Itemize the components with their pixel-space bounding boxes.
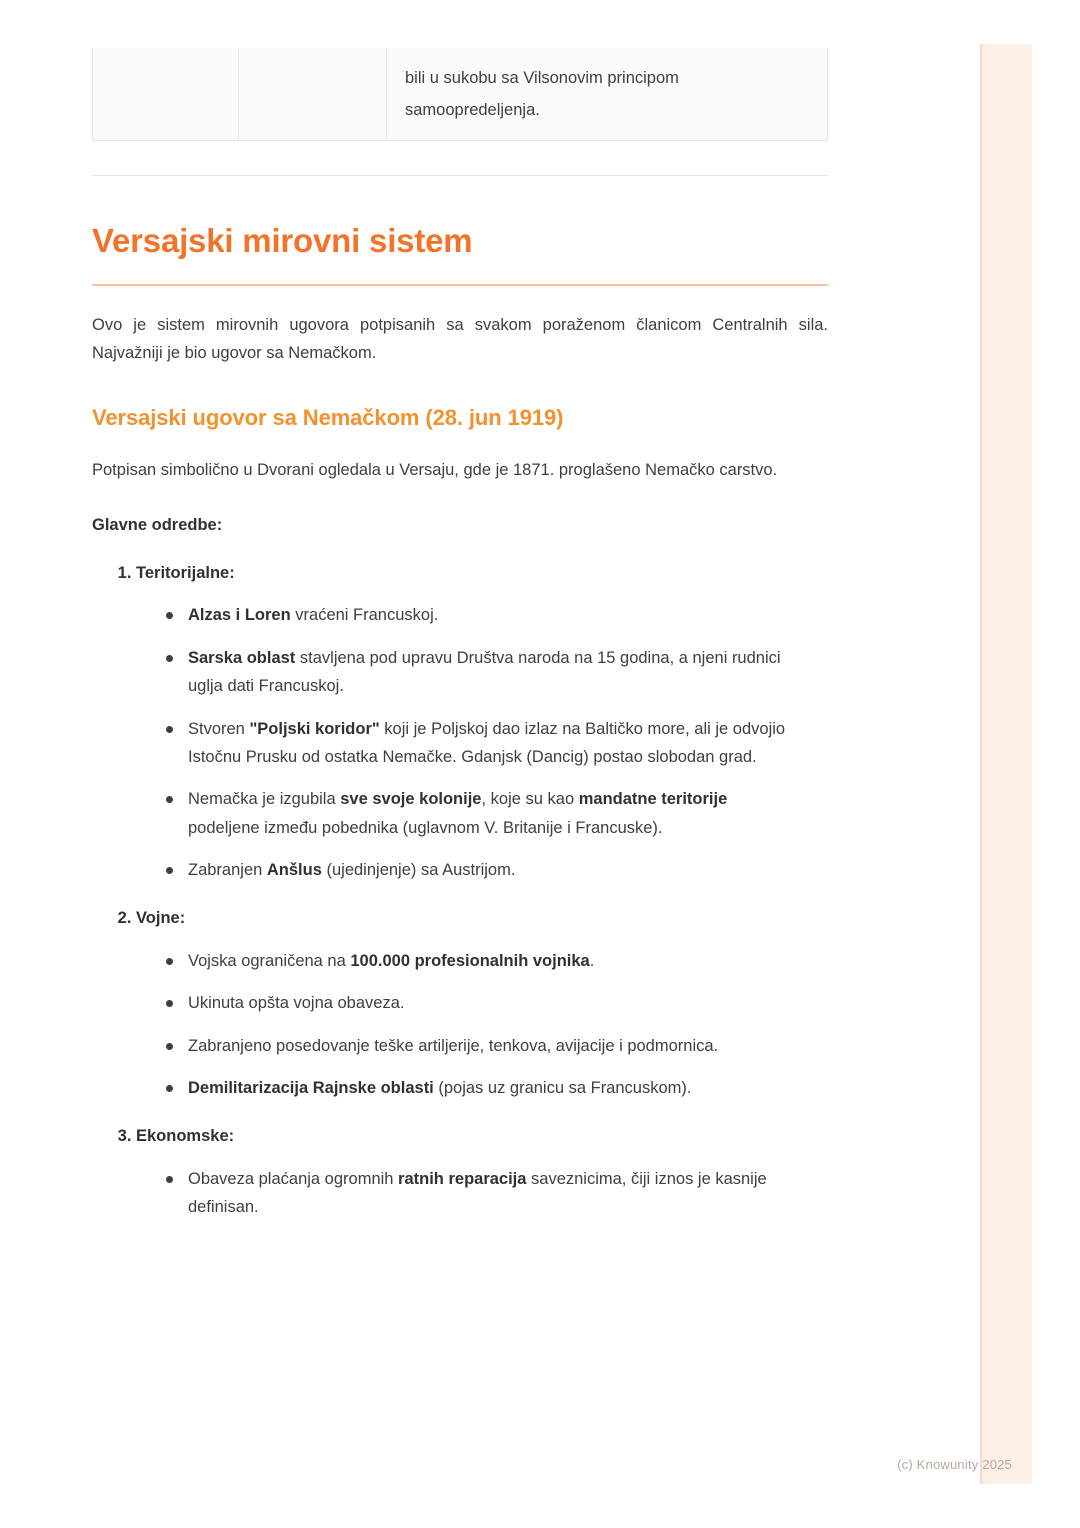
provisions-list	[92, 559, 792, 1221]
provision-group-label: Ekonomske:	[136, 1127, 235, 1146]
provision-item	[166, 1074, 792, 1102]
title-underline	[92, 284, 828, 286]
provision-item-text: Zabranjeno posedovanje teške artiljerije, tenkova, avijacije i podmornica.	[188, 1036, 719, 1055]
provision-item-emphasis: ratnih reparacija	[398, 1169, 527, 1188]
truncated-table	[92, 48, 828, 141]
provision-item-emphasis: Anšlus	[266, 861, 322, 880]
provision-item	[166, 1032, 792, 1060]
provision-item	[166, 715, 792, 772]
provision-item-text: .	[589, 951, 595, 970]
provision-item	[166, 856, 792, 884]
provision-item	[166, 947, 792, 975]
provision-item-emphasis: 100.000 profesionalnih vojnika	[350, 951, 590, 970]
table-cell-column-3: bili u sukobu sa Vilsonovim principom samoopredeljenja.	[387, 48, 827, 140]
provision-item-emphasis: Sarska oblast	[188, 648, 296, 667]
section-divider	[92, 175, 828, 176]
provision-item-emphasis: sve svoje kolonije	[340, 790, 482, 809]
provision-item-text: Stvoren	[188, 719, 250, 738]
provision-sublist	[136, 601, 792, 884]
provision-item-emphasis: Demilitarizacija Rajnske oblasti	[188, 1078, 434, 1097]
provision-item-text: vraćeni Francuskoj.	[290, 606, 439, 625]
provision-item-text: Vojska ograničena na	[188, 951, 351, 970]
subsection-paragraph: Potpisan simbolično u Dvorani ogledala u Versaju, gde je 1871. proglašeno Nemačko carstvo.	[92, 461, 778, 480]
provision-item	[166, 1165, 792, 1222]
provisions-label: Glavne odredbe:	[92, 515, 223, 534]
provision-item-text: , koje su kao	[481, 790, 579, 809]
table-cell-column-2	[239, 48, 387, 140]
table-cell-column-1	[93, 48, 239, 140]
provision-item-text: (ujedinjenje) sa Austrijom.	[321, 861, 516, 880]
provision-item-emphasis: mandatne teritorije	[578, 790, 728, 809]
provision-group-label: Teritorijalne:	[136, 564, 235, 583]
watermark: (c) Knowunity 2025	[897, 1457, 1012, 1472]
provision-item-text: stavljena pod upravu Društva naroda na 15 godina, a njeni rudnici uglja dati Francuskoj.	[188, 648, 781, 696]
provision-item	[166, 785, 792, 842]
subsection-title: Versajski ugovor sa Nemačkom (28. jun 1919)	[92, 405, 564, 431]
provision-item-emphasis: "Poljski koridor"	[249, 719, 380, 738]
provision-item-text: podeljene između pobednika (uglavnom V. Britanije i Francuske).	[188, 818, 663, 837]
provision-item	[166, 601, 792, 629]
provision-item	[166, 644, 792, 701]
provision-group-label: Vojne:	[136, 909, 186, 928]
provision-item-emphasis: Alzas i Loren	[188, 606, 291, 625]
provision-item-text: saveznicima, čiji iznos je kasnije definisan.	[188, 1169, 767, 1217]
provision-item-text: Ukinuta opšta vojna obaveza.	[188, 994, 405, 1013]
provision-item-text: (pojas uz granicu sa Francuskom).	[433, 1078, 692, 1097]
provision-item-text: Obaveza plaćanja ogromnih	[188, 1169, 399, 1188]
provision-group	[136, 1122, 792, 1221]
provision-group	[136, 904, 792, 1102]
intro-paragraph: Ovo je sistem mirovnih ugovora potpisanih sa svakom poraženom članicom Centralnih sila. Najvažniji je bio ugovor sa Nemačkom.	[92, 315, 828, 362]
provision-item-text: Nemačka je izgubila	[188, 790, 341, 809]
page-title: Versajski mirovni sistem	[92, 222, 473, 260]
provision-group	[136, 559, 792, 884]
provision-item-text: Zabranjen	[188, 861, 267, 880]
provision-sublist	[136, 1165, 792, 1222]
provision-item-text: koji je Poljskoj dao izlaz na Baltičko more, ali je odvojio Istočnu Prusku od ostatka Nemačke. Gdanjsk (Dancig) postao slobodan grad.	[188, 719, 786, 766]
provision-sublist	[136, 947, 792, 1103]
provision-item	[166, 989, 792, 1017]
